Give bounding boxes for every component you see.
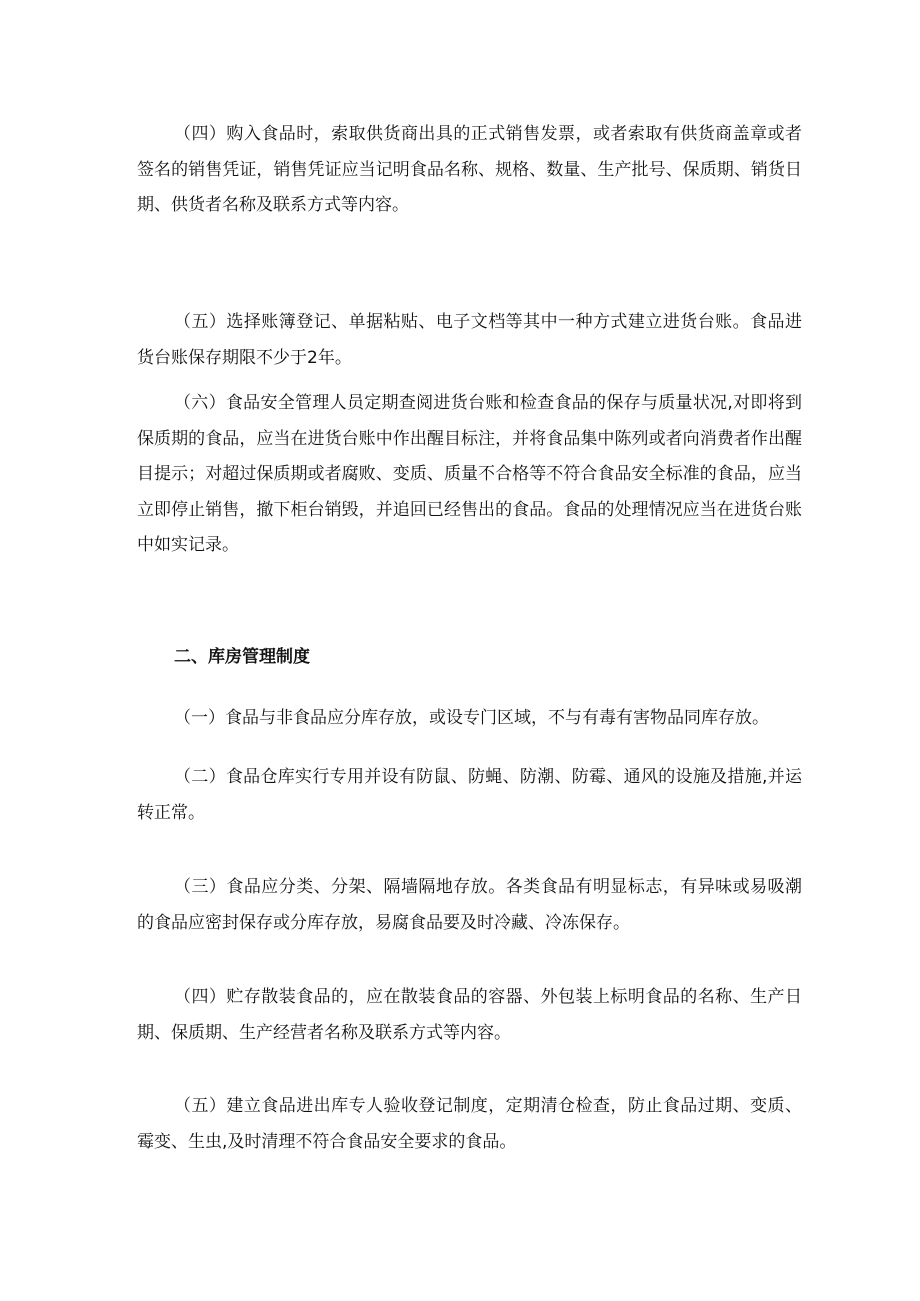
expiry-check-paragraph: （六）食品安全管理人员定期查阅进货台账和检查食品的保存与质量状况,对即将到保质期的食品，应当在进货台账中作出醒目标注，并将食品集中陈列或者向消费者作出醒目提示；对超过保质期或者腐败、变质、质量不合格等不符合食品安全标准的食品，应当立即停止销售，撤下柜台销毁，并追回已经售出的食品。食品的处理情况应当在进货台账中如实记录。 xyxy=(137,393,802,555)
bulk-food-labeling-paragraph: （四）贮存散装食品的，应在散装食品的容器、外包装上标明食品的名称、生产日期、保质期、生产经营者名称及联系方式等内容。 xyxy=(137,987,802,1043)
ledger-method-paragraph: （五）选择账簿登记、单据粘贴、电子文档等其中一种方式建立进货台账。食品进货台账保存期限不少于2年。 xyxy=(137,312,802,368)
inventory-inspection-paragraph: （五）建立食品进出库专人验收登记制度，定期清仓检查，防止食品过期、变质、霉变、生虫,及时清理不符合食品安全要求的食品。 xyxy=(137,1096,802,1152)
purchase-invoice-paragraph: （四）购入食品时，索取供货商出具的正式销售发票，或者索取有供货商盖章或者签名的销售凭证，销售凭证应当记明食品名称、规格、数量、生产批号、保质期、销货日期、供货者名称及联系方式等内容。 xyxy=(137,124,802,215)
storage-separation-paragraph: （一）食品与非食品应分库存放，或设专门区域，不与有毒有害物品同库存放。 xyxy=(174,708,769,728)
warehouse-section-heading: 二、库房管理制度 xyxy=(174,647,310,667)
warehouse-facilities-paragraph: （二）食品仓库实行专用并设有防鼠、防蝇、防潮、防霉、通风的设施及措施,并运转正常。 xyxy=(137,767,802,823)
classified-storage-paragraph: （三）食品应分类、分架、隔墙隔地存放。各类食品有明显标志，有异味或易吸潮的食品应密封保存或分库存放，易腐食品要及时冷藏、冷冻保存。 xyxy=(137,877,802,933)
